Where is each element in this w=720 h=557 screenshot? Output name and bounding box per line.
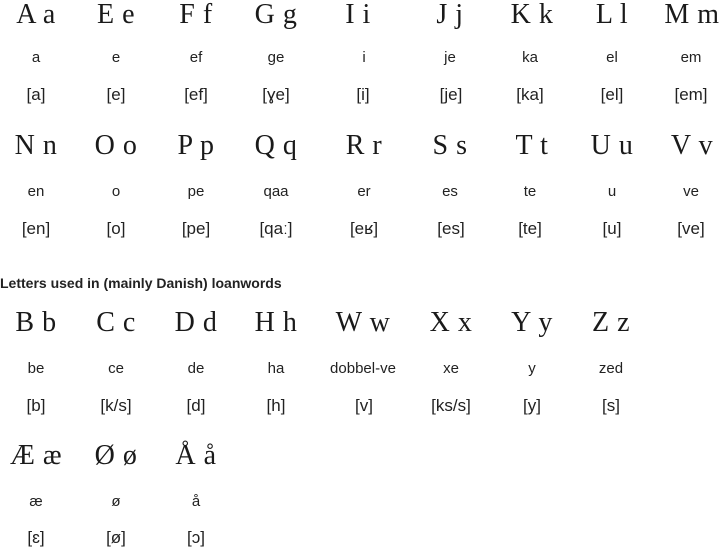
- letter-a: A a: [16, 0, 56, 30]
- letter-name: ha: [267, 360, 285, 377]
- letter-name: ce: [108, 360, 124, 377]
- letter-name: em: [680, 49, 702, 66]
- letter-name: ve: [683, 183, 699, 200]
- letter-name: de: [187, 360, 205, 377]
- letter-e: E e: [96, 0, 136, 30]
- letter-name: ge: [267, 49, 285, 66]
- letter-name: a: [31, 49, 41, 66]
- letter-name: te: [523, 183, 537, 200]
- ipa-transcription: [eʁ]: [349, 219, 379, 238]
- ipa-transcription: [en]: [21, 219, 51, 238]
- letter-u: U u: [590, 130, 634, 161]
- ipa-transcription: [v]: [355, 396, 373, 415]
- ipa-transcription: [ve]: [677, 219, 705, 238]
- letter-name: ef: [189, 49, 203, 66]
- letter-l: L l: [595, 0, 629, 30]
- letter-name: dobbel-ve: [330, 360, 396, 377]
- names-row-2: [0, 182, 720, 212]
- letter-name: ø: [111, 493, 121, 510]
- letter-t: T t: [515, 130, 549, 161]
- ipa-transcription: [el]: [600, 85, 624, 104]
- letter-name: en: [27, 183, 45, 200]
- ipa-transcription: [o]: [106, 219, 126, 238]
- letter-name: es: [442, 183, 458, 200]
- letters-row-4: [0, 441, 720, 471]
- letter-name: i: [362, 49, 366, 66]
- ipa-transcription: [i]: [356, 85, 370, 104]
- letter-name: je: [444, 49, 456, 66]
- names-row-4: [0, 492, 720, 522]
- letter-k: K k: [510, 0, 554, 30]
- letter-s: S s: [432, 130, 468, 161]
- ipa-transcription: [je]: [439, 85, 463, 104]
- letter-name: å: [191, 493, 201, 510]
- ipa-transcription: [b]: [26, 396, 46, 415]
- letter-name: zed: [598, 360, 624, 377]
- letter-name: u: [607, 183, 617, 200]
- letters-row-1: [0, 0, 720, 30]
- letter-g: G g: [254, 0, 298, 30]
- ipa-transcription: [e]: [106, 85, 126, 104]
- ipa-transcription: [h]: [266, 396, 286, 415]
- ipa-transcription: [ø]: [106, 528, 126, 547]
- letter-name: ka: [522, 49, 538, 66]
- ipa-transcription: [ɣe]: [262, 85, 290, 104]
- letter-ae: Æ æ: [9, 440, 63, 471]
- letter-name: xe: [443, 360, 459, 377]
- ipa-transcription: [ɔ]: [187, 528, 205, 547]
- letter-name: e: [111, 49, 121, 66]
- ipa-transcription: [ɛ]: [27, 528, 45, 547]
- letter-q: Q q: [254, 130, 298, 161]
- ipa-transcription: [s]: [602, 396, 620, 415]
- ipa-row-4: [0, 527, 720, 557]
- ipa-row-3: [0, 395, 720, 425]
- ipa-transcription: [qaː]: [259, 219, 293, 238]
- letter-j: J j: [436, 0, 464, 30]
- ipa-transcription: [ef]: [184, 85, 208, 104]
- letter-b: B b: [15, 307, 57, 338]
- ipa-transcription: [u]: [602, 219, 622, 238]
- ipa-transcription: [te]: [518, 219, 542, 238]
- letter-name: el: [606, 49, 618, 66]
- letter-name: er: [357, 183, 371, 200]
- letter-z: Z z: [591, 307, 631, 338]
- ipa-transcription: [a]: [26, 85, 46, 104]
- letter-x: X x: [429, 307, 473, 338]
- ipa-transcription: [ks/s]: [431, 396, 471, 415]
- letter-name: y: [528, 360, 536, 377]
- letter-name: o: [111, 183, 121, 200]
- letter-y: Y y: [511, 307, 553, 338]
- ipa-transcription: [ka]: [516, 85, 544, 104]
- ipa-transcription: [d]: [186, 396, 206, 415]
- letter-f: F f: [179, 0, 213, 30]
- letter-c: C c: [96, 307, 136, 338]
- letter-name: pe: [187, 183, 205, 200]
- letter-name: qaa: [263, 183, 289, 200]
- ipa-transcription: [pe]: [181, 219, 211, 238]
- letters-row-3: [0, 308, 720, 338]
- ipa-transcription: [es]: [437, 219, 465, 238]
- loanwords-heading: Letters used in (mainly Danish) loanwords: [0, 275, 282, 291]
- letter-h: H h: [254, 307, 298, 338]
- letter-a-ring: Å å: [175, 440, 217, 471]
- letter-name: be: [27, 360, 45, 377]
- letter-p: P p: [177, 130, 215, 161]
- letter-r: R r: [345, 130, 383, 161]
- letter-o-slash: Ø ø: [94, 440, 138, 471]
- letter-o: O o: [94, 130, 138, 161]
- names-row-1: [0, 48, 720, 78]
- ipa-transcription: [em]: [674, 85, 708, 104]
- ipa-row-2: [0, 218, 720, 248]
- letter-v: V v: [670, 130, 714, 161]
- letter-n: N n: [14, 130, 58, 161]
- ipa-transcription: [k/s]: [100, 396, 132, 415]
- ipa-row-1: [0, 84, 720, 114]
- letters-row-2: [0, 131, 720, 161]
- ipa-transcription: [y]: [523, 396, 541, 415]
- letter-w: W w: [335, 307, 391, 338]
- letter-m: M m: [664, 0, 720, 30]
- letter-name: æ: [29, 493, 43, 510]
- letter-d: D d: [174, 307, 218, 338]
- letter-i: I i: [345, 0, 371, 30]
- names-row-3: [0, 359, 720, 389]
